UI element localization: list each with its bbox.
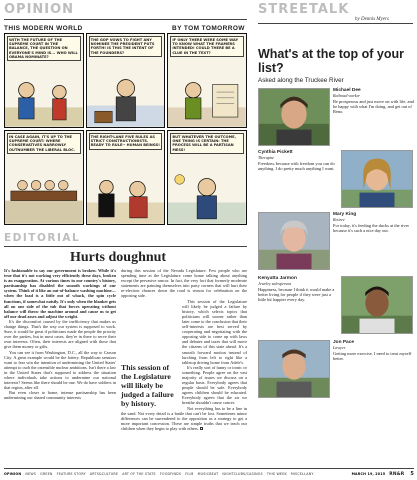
respondent-info [333,88,415,114]
pull-quote [121,301,178,408]
respondent-info [258,150,338,171]
panel-caption: BUT WHATEVER THE OUTCOME, ONE THING IS CERTAIN: THE PROCESS WILL BE A PARTISAN MESS! [170,133,244,154]
panel-caption: WITH THE FUTURE OF THE SUPREME COURT IN THE BALANCE, THE QUESTION ON EVERYONE'S MIND IS... WHO WILL OBAMA NOMINATE? [7,36,81,61]
editorial-rule [4,246,247,247]
strip-title: THIS MODERN WORLD [4,25,83,32]
portrait-icon [259,213,329,269]
footer-nav-item[interactable]: NEWS [25,472,37,476]
respondent-answer: Freedom, because with freedom you can do anything. I do pretty much anything I want. [258,161,335,171]
editorial-section-header: EDITORIAL [4,232,81,244]
respondent-answer: Be prosperous and just move on with life, and be happy with what I'm doing, and get out of Reno. [333,99,414,114]
footer-date: MARCH 19, 2015 [351,472,386,476]
cartoon-strip [4,33,247,225]
respondent-card [258,212,413,272]
panel-caption: THE GOP VOWS TO FIGHT ANY NOMINEE THE PRESIDENT PUTS FORTH! IS THIS THE INTENT OF THE FOUNDERS? [89,36,163,57]
portrait-icon [342,151,412,207]
respondent-info [258,276,338,302]
artist-credit: BY TOM TOMORROW [172,25,245,32]
respondent-name: Cynthia Pickett [258,150,293,155]
page-footer [4,468,414,477]
opinion-rule [4,19,247,20]
respondent-card [258,150,413,210]
editorial-column-1 [4,268,116,400]
pull-quote-text: This session of the Legislature will likely be judged a failure by history. [121,362,174,408]
editorial-paragraph-text: Not everything has to be a line in the sand. Not every detail is a battle that can't be lost. Sometimes minor differences can be surrendered to the opposition as a strategy to get a more important concession. These are simple truths that we teach our children when they begin to play with others. [121,405,247,431]
page-number: 5 [410,471,414,477]
respondent-photo [258,212,330,270]
respondent-card [258,276,413,336]
respondent-answer: Getting more exercise. I need to treat myself better. [333,351,412,361]
streetalk-byline: by Dennis Myers [355,17,389,22]
portrait-icon [259,341,329,397]
respondent-info [333,340,415,361]
footer-nav-item[interactable]: ARTS&CULTURE [89,472,119,476]
streetalk-location: Asked along the Truckee River [258,77,344,84]
cartoon-panel [4,130,84,225]
footer-nav-item[interactable]: MISCELLANY [290,472,314,476]
editorial-paragraph: This session of the Legislature will likely be judged a failure by history, which selects topics that politicians will sooner rather than later come to the conclusion that their self-interests are best served by cooperating and negotiating with the opposing side to come up with laws and debates and taxes that will move the citizens of this state ahead. It's a smooth forward motion instead of lurching from left to right like a tabletop driving home from Adele's. [182,298,247,365]
respondent-name: Mary King [333,212,357,217]
respondent-role: Jewelry salesperson [258,281,292,286]
panel-caption: IN CASE AGAIN, IT'S UP TO THE SUPREME COURT: WHERE CONSERVATIVES NARROWLY OUTNUMBER THE LIBERAL BLOC. [7,133,81,154]
footer-nav-item[interactable]: FILM [185,472,194,476]
footer-nav-item[interactable]: FEATURE STORY [56,472,86,476]
cartoon-panel [4,33,84,128]
opinion-section-header: OPINION [4,2,75,17]
editorial-paragraph: during this session of the Nevada Legislature. Few people who are spending time at the Legislature come home talking about anything except the pervasive rancor. In fact, the very fact that formerly moderate statements are painting themselves into party corners that will hurt their re-election chances down the road is reason for celebration on the opposing side. [121,268,247,299]
footer-nav-item[interactable]: OPINION [4,472,22,476]
respondent-name: Michael Dee [333,88,361,93]
footer-nav-item[interactable]: GREEN [40,472,53,476]
editorial-column-2 [121,268,247,431]
footer-nav-item[interactable]: ART OF THE STATE [122,472,156,476]
editorial-paragraph: It's the discomfort caused by the inefficiency that makes us change things. That's the way our system is supposed to work. Sure, it would be great if politicians made the people the priority over the parties, but in most cases, they're in there to serve their own interests. Often, their interests are aligned with those that give them money or gifts. [4,318,116,350]
panel-drawing-icon [5,69,83,127]
respondent-answer: Happiness, because I think it would make a better living for people if they were just a little bit happier every day. [258,287,335,302]
respondent-card [258,340,413,400]
cartoon-panel [86,33,166,128]
portrait-icon [342,277,412,333]
editorial-paragraph: You can see it from Washington, D.C., all the way to Carson City. A great example would be the lottery. Republican senators want to fear win the intention of undermining the United States' attempt to curb the ostensible nuclear ambitions. Isn't there a law in the United States that's supposed to address the situation where individuals take actions to undermine our national interests? Seems like there should be one. We do have soldiers in that region, after all. [4,349,116,391]
respondent-info [333,212,415,233]
respondent-photo [341,150,413,208]
footer-nav-item[interactable]: MUSICBEAT [197,472,219,476]
portrait-icon [259,89,329,145]
editorial-paragraph: It's fashionable to say our government is broken. While it's true that it's not working very efficiently these days, broken is an exaggeration. At various times in our country's history, partisanship has disabled the smooth workings of our system. Think of it like an out-of-balance washing machine—when the load is a little out of whack, the spin cycle functions, if somewhat noisily. It's only when the blanket gets all on one side of the tub that forces operating without balance will throw the machine around and cause us to get off our dead asses and adjust the weight. [4,268,117,319]
panel-drawing-icon [168,166,246,224]
respondent-card [258,88,413,148]
respondent-role: Railroad worker [333,93,361,98]
cartoon-panel [167,33,247,128]
end-mark-icon [200,427,203,430]
respondent-role: Retiree [333,217,345,222]
footer-brand: RN&R [389,471,405,477]
cartoon-panel [167,130,247,225]
editorial-paragraph [121,406,247,431]
footer-nav-item[interactable]: THIS WEEK [266,472,287,476]
editorial-paragraph: But even closer to home, intense partisanship has been undermining our shared community interests [4,390,116,401]
respondent-name: Kenyatta Jarmon [258,276,297,281]
respondent-photo [341,276,413,334]
streetalk-section-header: STREETALK [258,2,350,17]
respondent-answer: For today, it's feeding the ducks at the river because it's such a nice day out. [333,223,409,233]
panel-drawing-icon [87,166,165,224]
panel-caption: IF ONLY THERE WERE SOME WAY TO KNOW WHAT THE FRAMERS INTENDED! COULD THERE BE A CLUE IN THE TEXT? [170,36,244,57]
respondent-role: Therapist [258,155,274,160]
respondent-name: Jon Pace [333,340,355,345]
panel-drawing-icon [87,69,165,127]
footer-nav-item[interactable]: NIGHTCLUBS/CASINOS [222,472,263,476]
respondent-photo [258,88,330,146]
cartoon-panel [86,130,166,225]
respondent-role: Lawyer [333,345,346,350]
footer-nav-item[interactable]: FOODFINDS [159,472,182,476]
respondent-photo [258,340,330,398]
panel-caption: THE RIGHT-LANE FIVE RULES AS STRICT CONSTRUCTIONISTS. READY TO RULE-- HUMAN BEINGS! [89,133,163,150]
editorial-headline: Hurts doughnut [70,250,167,265]
streetalk-rule [258,23,413,24]
panel-drawing-icon [168,69,246,127]
panel-drawing-icon [5,166,83,224]
streetalk-question: What's at the top of your list? [258,47,405,75]
editorial-paragraph: It's really sort of funny or ironic or something. People agree on the vast majority of issues we discuss on a regular basis. Everybody agrees that people should be safe. Everybody agrees children should be educated. Everybody agrees that the air we breathe shouldn't cause cancer. [182,364,247,406]
